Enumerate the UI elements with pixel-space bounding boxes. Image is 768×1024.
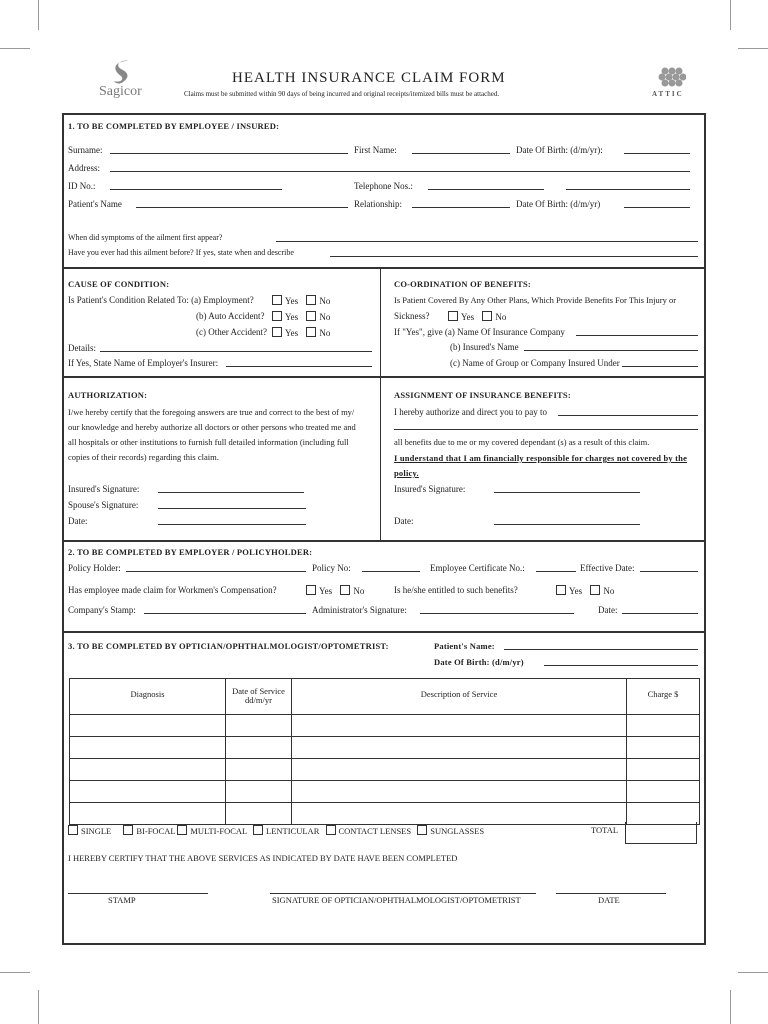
responsible-text-2: policy. [394,468,419,478]
date-line[interactable] [556,893,666,894]
no-label: No [319,328,331,338]
id-no-field[interactable] [110,189,282,190]
cause-heading: CAUSE OF CONDITION: [68,279,170,289]
sunglasses-checkbox[interactable] [417,825,427,835]
form-subtitle: Claims must be submitted within 90 days of being incurred and original receipts/itemized bills must be attached. [184,90,500,98]
lens-type-options [68,825,484,836]
other-yes-no [272,327,330,338]
workmens-yes-checkbox[interactable] [306,585,316,595]
table-row[interactable] [70,715,700,737]
yes-label: Yes [461,312,475,322]
symptoms-field[interactable] [276,241,698,242]
spouse-sig-label: Spouse's Signature: [68,500,139,510]
stamp-label: STAMP [108,895,136,905]
address-label: Address: [68,163,100,173]
divider [62,631,706,633]
entitled-yes-checkbox[interactable] [556,585,566,595]
dob-label: Date Of Birth: (d/m/yr): [516,145,603,155]
admin-sig-field[interactable] [420,613,574,614]
assign-insured-sig-field[interactable] [494,492,640,493]
auth-insured-sig-field[interactable] [158,492,304,493]
details-field[interactable] [100,351,372,352]
authorization-text-3: all hospitals or other institutions to furnish full detailed information (including full [68,437,349,447]
coordination-no-checkbox[interactable] [482,311,492,321]
spouse-sig-field[interactable] [158,508,306,509]
table-row[interactable] [70,781,700,803]
yes-label: Yes [285,296,299,306]
lenticular-checkbox[interactable] [253,825,263,835]
had-before-field[interactable] [330,256,698,257]
workmens-yes-no [306,585,364,596]
services-table [69,678,700,825]
auth-date-label: Date: [68,516,88,526]
sagicor-s-icon [109,58,139,86]
symptoms-label: When did symptoms of the ailment first appear? [68,233,223,242]
telephone-field-2[interactable] [566,189,690,190]
sagicor-logo [95,58,155,100]
column-divider [380,268,381,540]
effective-date-field[interactable] [640,571,698,572]
assign-date-field[interactable] [494,524,640,525]
section2-heading: 2. TO BE COMPLETED BY EMPLOYER / POLICYHOLDER: [68,547,313,557]
contact-lenses-checkbox[interactable] [326,825,336,835]
telephone-field-1[interactable] [428,189,544,190]
s3-patient-name-label: Patient's Name: [434,641,495,651]
total-label: TOTAL [591,825,619,835]
yes-label: Yes [285,328,299,338]
relationship-field[interactable] [412,207,510,208]
payee-field-2[interactable] [394,429,698,430]
dob2-field[interactable] [624,207,690,208]
no-label: No [319,296,331,306]
patient-name-field[interactable] [136,207,348,208]
insured-name-field[interactable] [524,350,698,351]
policy-no-label: Policy No: [312,563,351,573]
employer-insurer-field[interactable] [226,366,372,367]
auth-insured-sig-label: Insured's Signature: [68,484,140,494]
divider [62,376,706,378]
authorization-heading: AUTHORIZATION: [68,390,148,400]
table-row[interactable] [70,737,700,759]
authorization-text-2: our knowledge and hereby authorize all doctors or other persons who treated me and [68,422,356,432]
relationship-label: Relationship: [354,199,402,209]
s3-date-label: DATE [598,895,620,905]
assign-insured-sig-label: Insured's Signature: [394,484,466,494]
section1-heading: 1. TO BE COMPLETED BY EMPLOYEE / INSURED: [68,121,280,131]
assignment-authorize: I hereby authorize and direct you to pay to [394,407,547,417]
authorization-text-1: I/we hereby certify that the foregoing answers are true and correct to the best of my/ [68,407,355,417]
stamp-line[interactable] [68,893,208,894]
lens-label: SUNGLASSES [430,826,485,836]
effective-date-label: Effective Date: [580,563,635,573]
table-header-row [70,679,700,715]
surname-field[interactable] [110,153,348,154]
s3-patient-name-field[interactable] [504,649,698,650]
column-header: Diagnosis [70,679,226,715]
employment-yes-checkbox[interactable] [272,295,282,305]
lens-label: BI-FOCAL [136,826,176,836]
admin-sig-label: Administrator's Signature: [312,605,407,615]
form-title: HEALTH INSURANCE CLAIM FORM [232,70,506,86]
dob-field[interactable] [624,153,690,154]
yes-label: Yes [569,586,583,596]
bifocal-checkbox[interactable] [123,825,133,835]
signature-line[interactable] [270,893,536,894]
entitled-yes-no [556,585,614,596]
multifocal-checkbox[interactable] [177,825,187,835]
column-header: Charge $ [627,679,700,715]
coordination-yes-checkbox[interactable] [448,311,458,321]
entitled-no-checkbox[interactable] [590,585,600,595]
single-checkbox[interactable] [68,825,78,835]
no-label: No [319,312,331,322]
address-field[interactable] [110,171,690,172]
s3-dob-label: Date Of Birth: (d/m/yr) [434,657,524,667]
coordination-yes-no [448,311,506,322]
brand-name: Sagicor [99,84,142,99]
other-label: (c) Other Accident? [196,327,267,337]
other-no-checkbox[interactable] [306,327,316,337]
assign-date-label: Date: [394,516,414,526]
employment-no-checkbox[interactable] [306,295,316,305]
column-header: Description of Service [292,679,627,715]
insurance-company-field[interactable] [576,335,698,336]
insured-name-label: (b) Insured's Name [450,342,519,352]
no-label: No [603,586,615,596]
divider [62,267,706,269]
surname-label: Surname: [68,145,103,155]
related-label: Is Patient's Condition Related To: (a) Employment? [68,295,254,305]
lens-label: MULTI-FOCAL [190,826,247,836]
assignment-heading: ASSIGNMENT OF INSURANCE BENEFITS: [394,390,571,400]
yes-label: Yes [285,312,299,322]
attic-logo [650,66,690,102]
group-name-field[interactable] [622,366,698,367]
dob2-label: Date Of Birth: (d/m/yr) [516,199,601,209]
details-label: Details: [68,343,96,353]
lens-label: SINGLE [81,826,112,836]
attic-logo-text: ATTIC [652,90,684,98]
section2-date-field[interactable] [622,613,698,614]
auto-label: (b) Auto Accident? [196,311,265,321]
section3-heading: 3. TO BE COMPLETED BY OPTICIAN/OPHTHALMOLOGIST/OPTOMETRIST: [68,641,389,651]
coordination-heading: CO-ORDINATION OF BENEFITS: [394,279,531,289]
coordination-q2: Sickness? [394,311,430,321]
no-label: No [495,312,507,322]
certify-text: I HEREBY CERTIFY THAT THE ABOVE SERVICES AS INDICATED BY DATE HAVE BEEN COMPLETED [68,853,458,863]
id-no-label: ID No.: [68,181,96,191]
hexagon-cluster-icon [656,66,686,90]
company-stamp-label: Company's Stamp: [68,605,136,615]
table-row[interactable] [70,803,700,825]
entitled-label: Is he/she entitled to such benefits? [394,585,518,595]
if-yes-label: If "Yes", give (a) Name Of Insurance Company [394,327,565,337]
workmens-label: Has employee made claim for Workmen's Compensation? [68,585,277,595]
patient-name-label: Patient's Name [68,199,122,209]
coordination-q1: Is Patient Covered By Any Other Plans, Which Provide Benefits For This Injury or [394,295,677,305]
employer-insurer-label: If Yes, State Name of Employer's Insurer: [68,358,219,368]
benefits-due-text: all benefits due to me or my covered dependant (s) as a result of this claim. [394,437,650,447]
authorization-text-4: copies of their records) regarding this claim. [68,452,219,462]
no-label: No [353,586,365,596]
auto-yes-no [272,311,330,322]
auto-no-checkbox[interactable] [306,311,316,321]
other-yes-checkbox[interactable] [272,327,282,337]
first-name-label: First Name: [354,145,397,155]
policy-no-field[interactable] [362,571,420,572]
employee-cert-field[interactable] [536,571,576,572]
workmens-no-checkbox[interactable] [340,585,350,595]
payee-field[interactable] [558,415,698,416]
auth-date-field[interactable] [158,524,306,525]
employee-cert-label: Employee Certificate No.: [430,563,525,573]
employment-yes-no [272,295,330,306]
s3-dob-field[interactable] [544,665,698,666]
yes-label: Yes [319,586,333,596]
divider [62,540,706,542]
telephone-label: Telephone Nos.: [354,181,413,191]
group-name-label: (c) Name of Group or Company Insured Under [450,358,620,368]
auto-yes-checkbox[interactable] [272,311,282,321]
section2-date-label: Date: [598,605,618,615]
signature-label: SIGNATURE OF OPTICIAN/OPHTHALMOLOGIST/OPTOMETRIST [272,895,521,905]
had-before-label: Have you ever had this ailment before? If yes, state when and describe [68,248,294,257]
first-name-field[interactable] [412,153,510,154]
policy-holder-field[interactable] [126,571,306,572]
total-field[interactable] [625,822,697,844]
company-stamp-field[interactable] [144,613,306,614]
policy-holder-label: Policy Holder: [68,563,121,573]
responsible-text-1: I understand that I am financially responsible for charges not covered by the [394,453,688,463]
lens-label: LENTICULAR [266,826,320,836]
table-row[interactable] [70,759,700,781]
column-header: Date of Service dd/m/yr [226,679,292,715]
lens-label: CONTACT LENSES [338,826,412,836]
